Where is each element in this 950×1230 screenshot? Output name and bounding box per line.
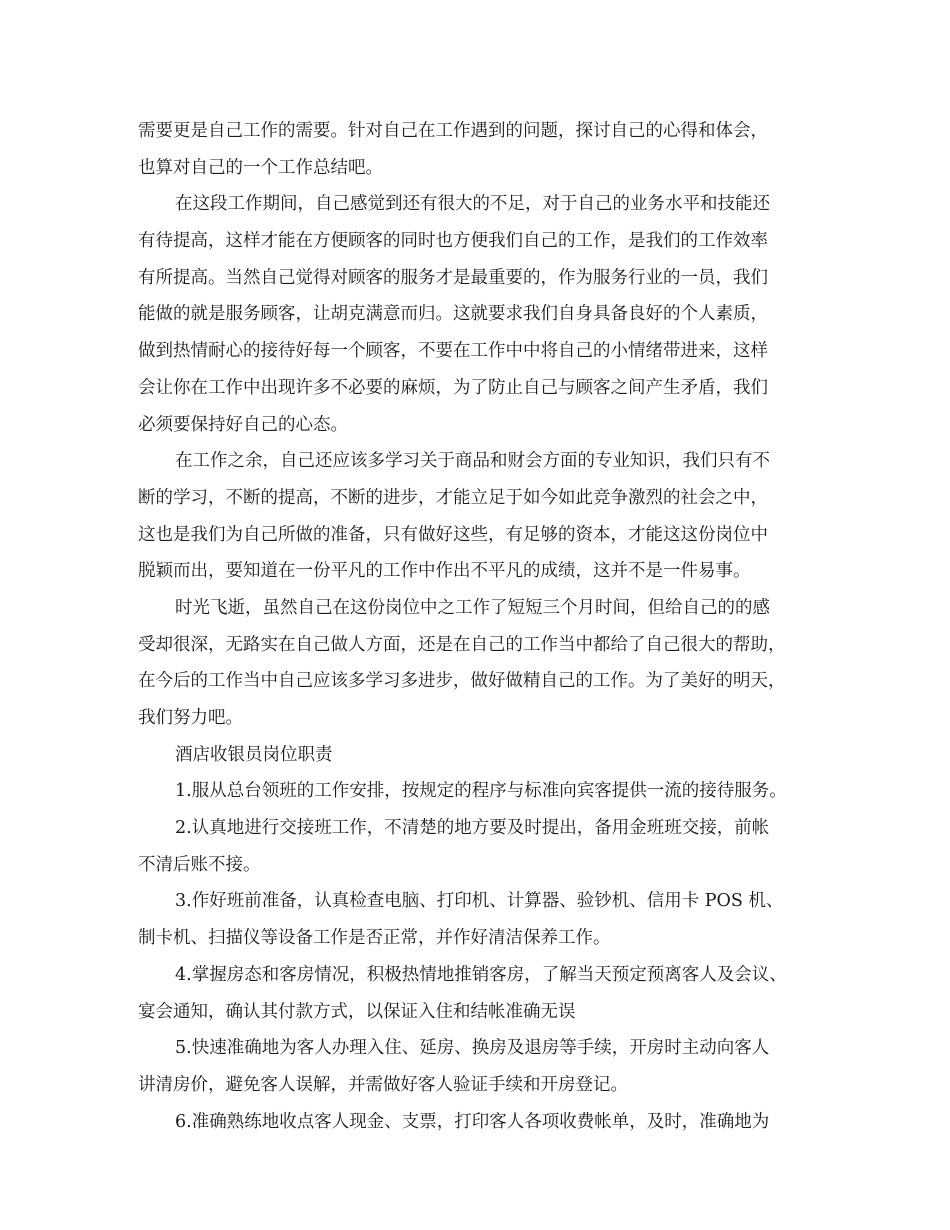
text-line: 做到热情耐心的接待好每一个顾客，不要在工作中中将自己的小情绪带进来，这样 bbox=[138, 341, 768, 362]
text-line: 我们努力吧。 bbox=[138, 708, 243, 728]
text-line: 这也是我们为自己所做的准备，只有做好这些，有足够的资本，才能这这份岗位中 bbox=[138, 524, 768, 545]
text-line: 断的学习，不断的提高，不断的进步，才能立足于如今如此竞争激烈的社会之中， bbox=[138, 487, 768, 508]
text-line: 有待提高，这样才能在方便顾客的同时也方便我们自己的工作，是我们的工作效率 bbox=[138, 231, 768, 252]
text-line: 必须要保持好自己的心态。 bbox=[138, 414, 348, 435]
list-item-1: 1.服从总台领班的工作安排，按规定的程序与标准向宾客提供一流的接待服务。 bbox=[175, 781, 787, 802]
list-item-3: 3.作好班前准备，认真检查电脑、打印机、计算器、验钞机、信用卡 POS 机、 bbox=[175, 891, 784, 912]
text-line: 受却很深，无路实在自己做人方面，还是在自己的工作当中都给了自己很大的帮助， bbox=[138, 634, 786, 655]
document-body bbox=[138, 113, 818, 1140]
text-line: 需要更是自己工作的需要。针对自己在工作遇到的问题，探讨自己的心得和体会， bbox=[138, 121, 768, 141]
text-line: 也算对自己的一个工作总结吧。 bbox=[138, 157, 383, 178]
text-line: 不清后账不接。 bbox=[138, 854, 261, 875]
text-line: 有所提高。当然自己觉得对顾客的服务才是最重要的，作为服务行业的一员，我们 bbox=[138, 267, 768, 288]
text-line: 宴会通知，确认其付款方式，以保证入住和结帐准确无误 bbox=[138, 1001, 576, 1022]
list-item-5: 5.快速准确地为客人办理入住、延房、换房及退房等手续，开房时主动向客人 bbox=[175, 1038, 770, 1059]
text-line: 制卡机、扫描仪等设备工作是否正常，并作好清洁保养工作。 bbox=[138, 928, 611, 949]
list-item-4: 4.掌握房态和客房情况，积极热情地推销客房，了解当天预定预离客人及会议、 bbox=[175, 964, 787, 985]
paragraph-start-line: 时光飞逝，虽然自己在这份岗位中之工作了短短三个月时间，但给自己的的感 bbox=[175, 597, 770, 618]
paragraph-start-line: 在这段工作期间，自己感觉到还有很大的不足，对于自己的业务水平和技能还 bbox=[175, 194, 770, 215]
text-line: 会让你在工作中出现许多不必要的麻烦，为了防止自己与顾客之间产生矛盾，我们 bbox=[138, 377, 768, 398]
text-line: 脱颖而出，要知道在一份平凡的工作中作出不平凡的成绩，这并不是一件易事。 bbox=[138, 561, 751, 582]
text-line: 能做的就是服务顾客，让胡克满意而归。这就要求我们自身具备良好的个人素质， bbox=[138, 304, 768, 325]
paragraph-start-line: 在工作之余，自己还应该多学习关于商品和财会方面的专业知识，我们只有不 bbox=[175, 451, 770, 472]
text-line: 讲清房价，避免客人误解，并需做好客人验证手续和开房登记。 bbox=[138, 1074, 628, 1095]
text-line: 在今后的工作当中自己应该多学习多进步，做好做精自己的工作。为了美好的明天， bbox=[138, 671, 786, 692]
list-item-2: 2.认真地进行交接班工作，不清楚的地方要及时提出，备用金班班交接，前帐 bbox=[175, 818, 770, 839]
section-heading: 酒店收银员岗位职责 bbox=[175, 744, 333, 765]
list-item-6: 6.准确熟练地收点客人现金、支票，打印客人各项收费帐单，及时，准确地为 bbox=[175, 1111, 770, 1132]
